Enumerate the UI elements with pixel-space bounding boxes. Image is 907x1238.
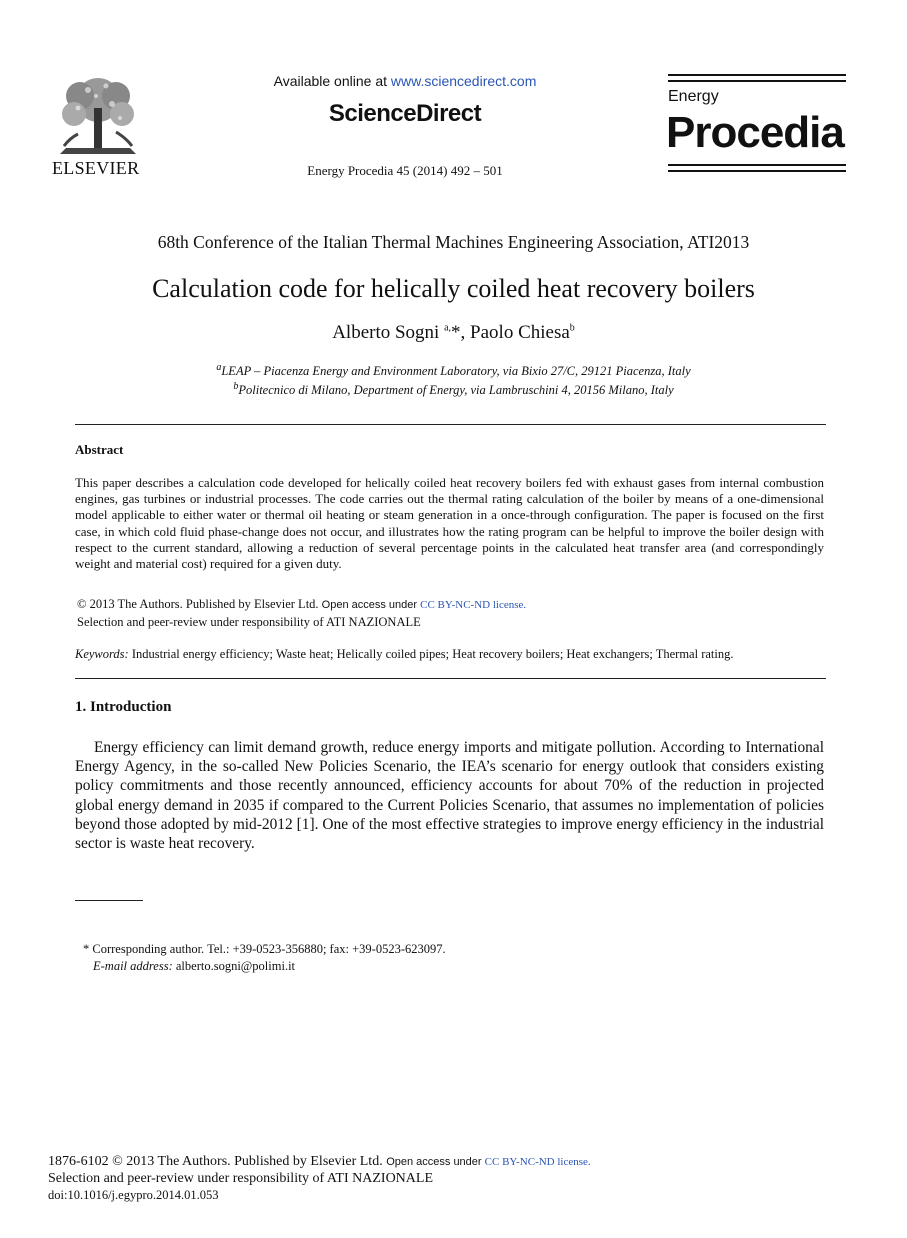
corresponding-footnote: * Corresponding author. Tel.: +39-0523-356880; fax: +39-0523-623097. E-mail address: alberto.sogni@polimi.it [83,942,446,973]
journal-name-large: Procedia [666,108,844,157]
intro-body: Energy efficiency can limit demand growth, reduce energy imports and mitigate pollution. According to International Energy Agency, in the so-called New Policies Scenario, the IEA’s scenario for energy outlook that considers existing policy commitments and those recently announced, efficiency accounts for about 70% of the reduction in projected global energy demand in 2035 if compared to the Current Policies Scenario, that assumes no implementation of policies beyond those adopted by mid-2012 [1]. One of the most effective strategies to improve energy efficiency in the industrial sector is waste heat recovery. [75,739,824,853]
license-link[interactable]: CC BY-NC-ND license. [420,599,527,611]
keywords-label: Keywords: [75,647,129,661]
abstract-heading: Abstract [75,442,124,457]
corresponding-star: * [451,322,461,343]
sciencedirect-link[interactable]: www.sciencedirect.com [390,73,537,89]
footer-license-link[interactable]: CC BY-NC-ND license. [484,1156,591,1168]
abstract-body: This paper describes a calculation code developed for helically coiled heat recovery boilers fed with exhaust gases from internal combustion engines, gas turbines or industrial processes. The code carries out the thermal rating calculation of the boiler by means of a one-dimensional model applicable to either water or thermal oil heating or steam generation in a once-through configuration. The paper is focused on the first case, in which cold fluid phase-change does not occur, and illustrates how the rating program can be helpful to improve the boiler design with respect to the current standard, allowing a reduction of several percentage points in the calculated heat transfer area (and correspondingly weight and material cost) required for a given duty. [75,475,824,572]
journal-name-small: Energy [668,88,719,105]
paper-title: Calculation code for helically coiled heat recovery boilers [152,274,755,303]
intro-heading: 1. Introduction [75,699,172,715]
page-footer: 1876-6102 © 2013 The Authors. Published by Elsevier Ltd. Open access under CC BY-NC-ND license. Selection and peer-review under responsibility of ATI NAZIONALE doi:10.1016/j.egypro.2014.01.053 [48,1154,591,1202]
journal-citation: Energy Procedia 45 (2014) 492 – 501 [307,163,503,178]
peer-review-note: Selection and peer-review under responsibility of ATI NAZIONALE [77,615,421,629]
logo-bottom-rule-2 [668,170,846,172]
divider-top [75,424,826,425]
footer-peer-review: Selection and peer-review under responsibility of ATI NAZIONALE [48,1170,433,1186]
email-address[interactable]: alberto.sogni@polimi.it [172,959,296,973]
logo-bottom-rule [668,164,846,166]
affiliation-b: $^b$Politecnico di Milano, Department of Energy, via Lambruschini 4, 20156 Milano, Italy [233,381,674,398]
divider-bottom [75,678,826,679]
footnote-rule [75,900,143,901]
affiliations [0,360,907,398]
keywords-list: Industrial energy efficiency; Waste heat; Helically coiled pipes; Heat recovery boilers; Heat exchangers; Thermal rating. [128,647,734,661]
author-list [0,322,907,344]
sciencedirect-logo: ScienceDirect [328,100,482,127]
energy-procedia-logo [668,74,846,178]
doi[interactable]: doi:10.1016/j.egypro.2014.01.053 [48,1188,219,1202]
keywords [75,647,733,662]
publisher-name: ELSEVIER [52,158,140,178]
available-online: Available online at www.sciencedirect.com [273,73,537,89]
author-chiesa: , Paolo Chiesa [460,322,570,343]
affiliation-a: $^a$LEAP – Piacenza Energy and Environment Laboratory, via Bixio 27/C, 29121 Piacenza, Italy [216,362,691,379]
logo-top-rule [668,74,846,76]
author-sogni-affil: a, [444,322,452,334]
conference-name: 68th Conference of the Italian Thermal Machines Engineering Association, ATI2013 [157,232,750,252]
author-sogni: Alberto Sogni [332,322,445,343]
author-chiesa-affil: b [569,322,575,334]
logo-top-rule-2 [668,80,846,82]
copyright-notice: © 2013 The Authors. Published by Elsevier Ltd. Open access under CC BY-NC-ND license. Selection and peer-review under responsibility of ATI NAZIONALE [77,597,527,629]
